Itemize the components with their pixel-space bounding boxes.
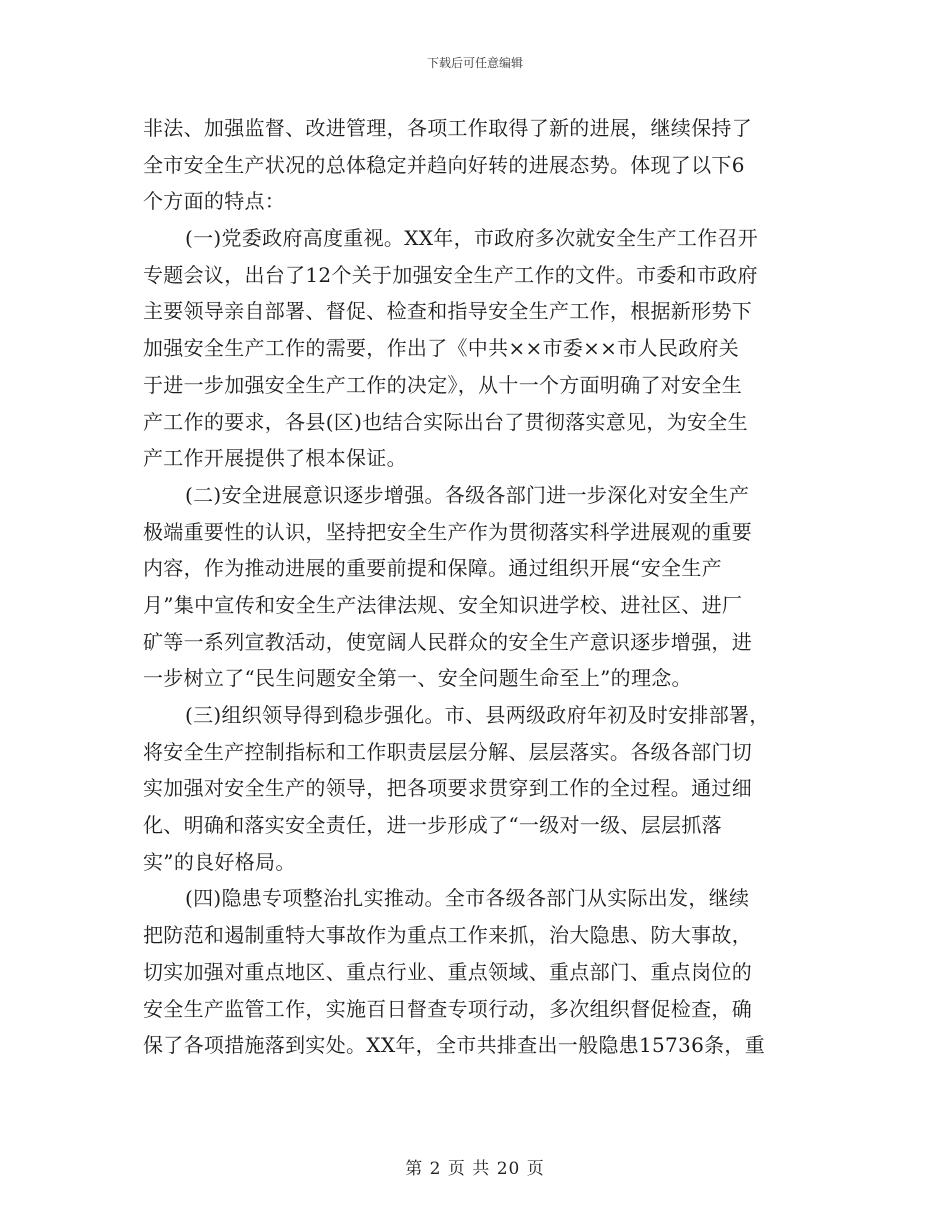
page-number-footer: 第 2 页 共 20 页 — [405, 1159, 545, 1179]
paragraph-line: (一)党委政府高度重视。XX年，市政府多次就安全生产工作召开 — [185, 226, 759, 251]
paragraph-line: 安全生产监管工作，实施百日督查专项行动，多次组织督促检查，确 — [143, 996, 752, 1021]
paragraph-line: 于进一步加强安全生产工作的决定》，从十一个方面明确了对安全生 — [143, 372, 742, 397]
paragraph-line: 把防范和遏制重特大事故作为重点工作来抓，治大隐患、防大事故， — [143, 923, 752, 948]
paragraph-line: 一步树立了“民生问题安全第一、安全问题生命至上”的理念。 — [143, 666, 692, 691]
paragraph-line: 加强安全生产工作的需要，作出了《中共××市委××市人民政府关 — [143, 336, 740, 361]
paragraph-line: 个方面的特点： — [143, 189, 286, 214]
paragraph-line: 将安全生产控制指标和工作职责层层分解、层层落实。各级各部门切 — [143, 739, 752, 764]
paragraph-line: (三)组织领导得到稳步强化。市、县两级政府年初及时安排部署， — [185, 703, 770, 727]
paragraph-line: 专题会议，出台了12个关于加强安全生产工作的文件。市委和市政府 — [143, 262, 758, 287]
paragraph-line: 非法、加强监督、改进管理，各项工作取得了新的进展，继续保持了 — [143, 116, 752, 140]
paragraph-line: 切实加强对重点地区、重点行业、重点领域、重点部门、重点岗位的 — [143, 959, 752, 984]
paragraph-line: 全市安全生产状况的总体稳定并趋向好转的进展态势。体现了以下6 — [143, 152, 745, 177]
paragraph-line: 矿等一系列宣教活动，使宽阔人民群众的安全生产意识逐步增强，进 — [143, 629, 752, 654]
paragraph-line: 化、明确和落实安全责任，进一步形成了“一级对一级、层层抓落 — [143, 813, 722, 838]
paragraph-line: 内容，作为推动进展的重要前提和保障。通过组织开展“安全生产 — [143, 556, 722, 581]
paragraph-line: 实加强对安全生产的领导，把各项要求贯穿到工作的全过程。通过细 — [143, 776, 752, 801]
paragraph-line: 极端重要性的认识，坚持把安全生产作为贯彻落实科学进展观的重要 — [143, 519, 752, 544]
document-body — [143, 110, 813, 1064]
paragraph-line: 产工作的要求，各县(区)也结合实际出台了贯彻落实意见，为安全生 — [143, 409, 748, 434]
paragraph-line: 实”的良好格局。 — [143, 849, 296, 874]
page-header: 下载后可任意编辑 — [426, 56, 523, 70]
paragraph-line: 月”集中宣传和安全生产法律法规、安全知识进学校、进社区、进厂 — [143, 592, 743, 617]
paragraph-line: (二)安全进展意识逐步增强。各级各部门进一步深化对安全生产 — [185, 482, 750, 507]
paragraph-line: (四)隐患专项整治扎实推动。全市各级各部门从实际出发，继续 — [185, 886, 750, 911]
paragraph-line: 保了各项措施落到实处。XX年，全市共排查出一般隐患15736条，重 — [143, 1033, 765, 1058]
paragraph-line: 产工作开展提供了根本保证。 — [143, 446, 407, 471]
paragraph-line: 主要领导亲自部署、督促、检查和指导安全生产工作，根据新形势下 — [143, 299, 752, 324]
